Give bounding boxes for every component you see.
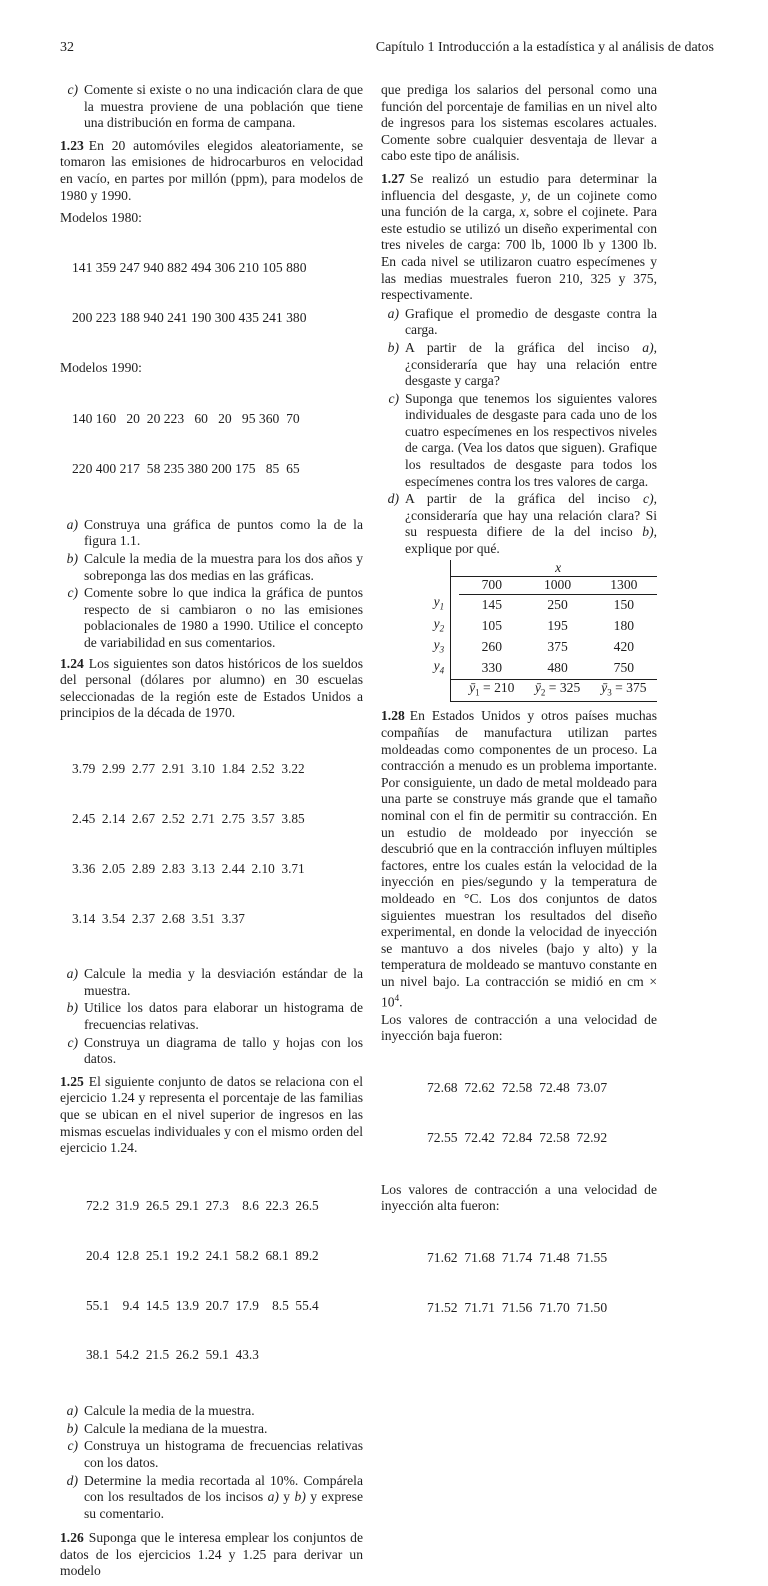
page-header (60, 40, 714, 60)
problem-number: 1.25 (60, 1073, 84, 1089)
models-1980-data: 141 359 247 940 882 494 306 210 105 880 200 223 188 940 241 190 300 435 241 380 (72, 259, 307, 325)
item-b: b) Calcule la media de la muestra para los dos años y sobreponga las dos medias en las gráficas. (66, 551, 363, 583)
item-b: b) Utilice los datos para elaborar un histograma de frecuencias relativas. (66, 1000, 363, 1033)
right-column (381, 82, 657, 1355)
item-b: b) A partir de la gráfica del inciso a), ¿consideraría que hay una relación entre desgaste y carga? (387, 339, 657, 389)
item-d: d) Determine la media recortada al 10%. Compárela con los resultados de los incisos a) y b) y exprese su comentario. (66, 1472, 363, 1521)
income-data: 72.2 31.9 26.5 29.1 27.3 8.6 22.3 26.5 20.4 12.8 25.1 19.2 24.1 58.2 68.1 89.2 55.1 9.4 14.5 13.9 20.7 17.9 8.5 55.4 38.1 54.2 21.5 26.2 59.1 43.3 (86, 1198, 319, 1363)
item-b: b) Calcule la mediana de la muestra. (66, 1420, 268, 1436)
problem-number: 1.26 (60, 1530, 84, 1546)
table-header-cell: 700 (459, 577, 524, 595)
item-a: a) Grafique el promedio de desgaste contra la carga. (387, 305, 657, 338)
table-row: $y_2$ 105 195 180 (417, 616, 657, 637)
table-header-cell: 1300 (591, 577, 657, 595)
item-a: a) Calcule la media de la muestra. (66, 1403, 255, 1419)
problem-1-27: 1.27 Se realizó un estudio para determinar la influencia del desgaste, y, de un cojinete como una función de la carga, x, sobre el cojinete. Para este estudio se utilizó un diseño experimental con tres niveles de carga: 700 lb, 1000 lb y 1300 lb. En cada nivel se utilizaron cuatro especímenes y las medias muestrales fueron 210, 325 y 375, respectivamente. (381, 170, 657, 303)
item-c-prev: c) Comente si existe o no una indicación clara de que la muestra proviene de una población que tiene una distribución en forma de campana. (67, 82, 363, 131)
problem-1-24: 1.24 Los siguientes son datos históricos de los sueldos del personal (dólares por alumno) en 30 escuelas seleccionadas de la región este de Estados Unidos a principios de la década de 1970. (60, 655, 363, 721)
problem-number: 1.23 (60, 137, 84, 153)
table-row: $y_4$ 330 480 750 (417, 658, 657, 679)
left-column (60, 82, 363, 1586)
item-c: c) Comente sobre lo que indica la gráfica de puntos respecto de si cambiaron o no las emisiones poblacionales de 1980 a 1990. Utilice el concepto de variabilidad en sus comentarios. (67, 585, 363, 650)
models-1980-label: Modelos 1980: (60, 210, 142, 226)
low-speed-data: 72.68 72.62 72.58 72.48 73.07 72.55 72.42 72.84 72.58 72.92 (427, 1079, 608, 1145)
item-c: c) Suponga que tenemos los siguientes valores individuales de desgaste para cada uno de los cuatro especímenes en los respectivos niveles de carga. (Vea los datos que siguen). Grafique los resultados de desgaste para todos los especímenes contra los tres valores de carga. (388, 390, 657, 489)
models-1990-label: Modelos 1990: (60, 359, 142, 375)
item-c: c) Construya un histograma de frecuencias relativas con los datos. (67, 1438, 363, 1470)
high-speed-label: Los valores de contracción a una velocidad de inyección alta fueron: (381, 1181, 657, 1214)
models-1990-data: 140 160 20 20 223 60 20 95 360 70 220 400 217 58 235 380 200 175 85 65 (72, 411, 300, 477)
x-header: x (555, 559, 562, 575)
wear-data-table (417, 560, 657, 703)
table-means-row: $ȳ_1 = 210$ $ȳ_2 = 325$ $ȳ_3 = 375$ (417, 680, 657, 702)
table-row: $y_3$ 260 375 420 (417, 637, 657, 658)
problem-1-23: 1.23 En 20 automóviles elegidos aleatoriamente, se tomaron las emisiones de hidrocarburos en velocidad en vacío, en partes por millón (ppm), para modelos de 1980 y 1990. (60, 137, 363, 203)
problem-number: 1.27 (381, 170, 405, 186)
problem-1-26-continued: que prediga los salarios del personal como una función del porcentaje de familias en un nivel alto de ingresos para los sistemas escolares actuales. Comente sobre cualquier desventaja de llevar a cabo este tipo de análisis. (381, 82, 657, 164)
problem-1-28: 1.28 En Estados Unidos y otros países muchas compañías de manufactura utilizan partes moldeadas como componentes de un proceso. La contracción a menudo es un problema importante. Por consiguiente, un dado de metal moldeado para una parte se construye más grande que el tamaño nominal con el fin de permitir su contracción. En un estudio de moldeado por inyección se descubrió que en la contracción influyen múltiples factores, entre los cuales están la velocidad de la inyección en pies/segundo y la temperatura de moldeado en °C. Los dos conjuntos de datos siguientes muestran los resultados del diseño experimental, en donde la velocidad de inyección se mantuvo a dos niveles (bajo y alto) y la temperatura de moldeado se mantuvo constante en un nivel bajo. La contracción se midió en cm × $10^4$. (381, 708, 657, 1010)
chapter-title: Capítulo 1 Introducción a la estadística y al análisis de datos (375, 40, 714, 55)
problem-number: 1.28 (381, 708, 405, 724)
item-a: a) Construya una gráfica de puntos como la de la figura 1.1. (66, 516, 363, 549)
high-speed-data: 71.62 71.68 71.74 71.48 71.55 71.52 71.71 71.56 71.70 71.50 (427, 1249, 608, 1315)
salary-data: 3.79 2.99 2.77 2.91 3.10 1.84 2.52 3.22 2.45 2.14 2.67 2.52 2.71 2.75 3.57 3.85 3.36 2.05 2.89 2.83 3.13 2.44 2.10 3.71 3.14 3.54 2.37 2.68 3.51 3.37 (72, 761, 305, 926)
problem-1-26: 1.26 Suponga que le interesa emplear los conjuntos de datos de los ejercicios 1.24 y 1.25 para derivar un modelo (60, 1530, 363, 1579)
problem-number: 1.24 (60, 655, 84, 671)
problem-1-25: 1.25 El siguiente conjunto de datos se relaciona con el ejercicio 1.24 y representa el porcentaje de las familias que se ubican en el nivel superior de ingresos en las mismas escuelas individuales y con el mismo orden del ejercicio 1.24. (60, 1073, 363, 1156)
low-speed-label: Los valores de contracción a una velocidad de inyección baja fueron: (381, 1011, 657, 1044)
page-number: 32 (60, 40, 74, 55)
table-header-cell: 1000 (524, 577, 590, 595)
item-d: d) A partir de la gráfica del inciso c), ¿consideraría que hay una relación clara? Si su respuesta difiere de la del inciso b), explique por qué. (387, 491, 657, 557)
item-a: a) Calcule la media y la desviación estándar de la muestra. (66, 966, 363, 998)
item-c: c) Construya un diagrama de tallo y hojas con los datos. (67, 1034, 363, 1067)
table-row: $y_1$ 145 250 150 (417, 594, 657, 615)
